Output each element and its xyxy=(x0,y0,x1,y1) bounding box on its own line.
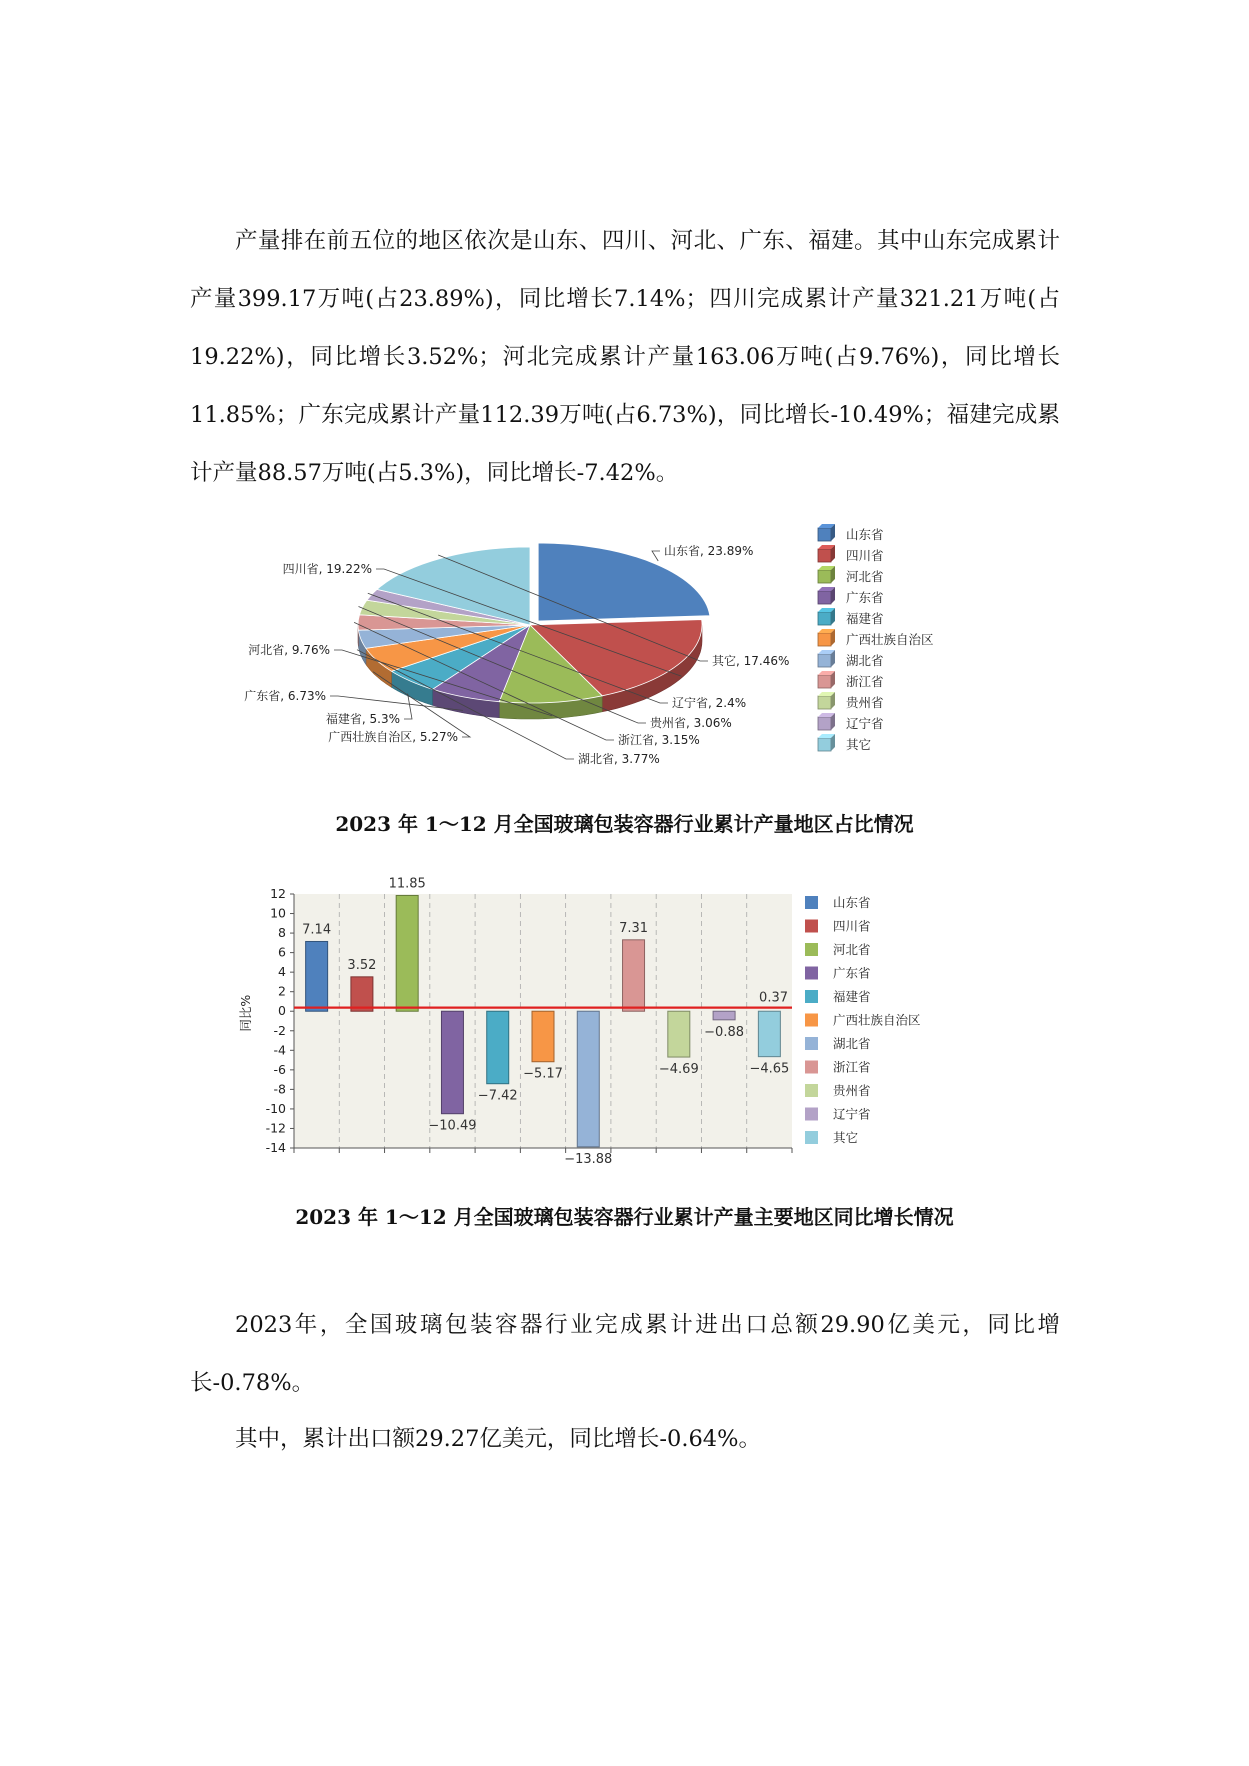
bar-y-tick-label: 2 xyxy=(278,983,286,999)
bar xyxy=(306,941,328,1011)
bar xyxy=(758,1011,780,1056)
bar-legend-label: 广西壮族自治区 xyxy=(833,1012,921,1028)
bar-legend-label: 其它 xyxy=(833,1130,859,1145)
bar-y-tick-label: 0 xyxy=(278,1003,286,1019)
pie-data-label: 广东省, 6.73% xyxy=(244,689,326,703)
pie-data-label: 湖北省, 3.77% xyxy=(578,752,660,766)
bar-value-label: −7.42 xyxy=(477,1088,518,1104)
pie-data-label: 其它, 17.46% xyxy=(712,654,790,668)
bar-legend-swatch xyxy=(805,1037,818,1050)
bar-value-label: 11.85 xyxy=(388,876,426,892)
paragraph-2: 2023年，全国玻璃包装容器行业完成累计进出口总额29.90亿美元，同比增长-0.78%。 xyxy=(190,1312,1060,1396)
paragraph-3: 其中，累计出口额29.27亿美元，同比增长-0.64%。 xyxy=(235,1426,761,1452)
pie-legend-label: 广东省 xyxy=(846,590,884,605)
pie-data-label: 河北省, 9.76% xyxy=(248,643,330,657)
pie-legend-label: 湖北省 xyxy=(846,653,884,668)
pie-data-label: 贵州省, 3.06% xyxy=(650,716,732,730)
bar-legend-label: 浙江省 xyxy=(833,1059,871,1075)
bar-y-tick-label: -6 xyxy=(273,1061,286,1077)
bar-legend-swatch xyxy=(805,990,818,1003)
bar-legend-swatch xyxy=(805,1131,818,1144)
bar-legend-swatch xyxy=(805,1108,818,1121)
bar xyxy=(396,895,418,1011)
bar-y-tick-label: 8 xyxy=(278,925,286,941)
pie-legend-label: 福建省 xyxy=(846,611,884,626)
bar-legend-swatch xyxy=(805,1061,818,1074)
bar-value-label: −5.17 xyxy=(523,1066,563,1082)
bar xyxy=(351,977,373,1011)
bar-reference-label: 0.37 xyxy=(759,990,788,1006)
bar-value-label: 3.52 xyxy=(347,957,377,973)
bar-legend-swatch xyxy=(805,1084,818,1097)
pie-legend-label: 浙江省 xyxy=(846,674,884,689)
bar-y-tick-label: 6 xyxy=(278,944,286,960)
bar-legend-swatch xyxy=(805,896,818,909)
bar-legend-label: 河北省 xyxy=(833,942,871,957)
bar xyxy=(668,1011,690,1057)
paragraph-1: 产量排在前五位的地区依次是山东、四川、河北、广东、福建。其中山东完成累计产量399.17万吨(占23.89%)，同比增长7.14%；四川完成累计产量321.21万吨(占19.22%)，同比增长3.52%；河北完成累计产量163.06万吨(占9.76%)，同比增长11.85%；广东完成累计产量112.39万吨(占6.73%)，同比增长-10.49%；福建完成累计产量88.57万吨(占5.3%)，同比增长-7.42%。 xyxy=(190,228,1060,486)
bar-value-label: −0.88 xyxy=(704,1024,745,1040)
bar-y-tick-label: -4 xyxy=(273,1042,286,1058)
bar xyxy=(713,1011,735,1020)
bar-legend-label: 福建省 xyxy=(833,989,871,1004)
bar-y-tick-label: 12 xyxy=(270,886,286,901)
bar xyxy=(532,1011,554,1062)
pie-legend-label: 辽宁省 xyxy=(846,716,884,731)
bar-y-tick-label: -2 xyxy=(273,1022,286,1038)
bar-legend-swatch xyxy=(805,1014,818,1027)
bar-y-tick-label: -14 xyxy=(265,1140,286,1155)
bar-value-label: −10.49 xyxy=(428,1118,477,1134)
pie-data-label: 福建省, 5.3% xyxy=(325,712,400,726)
bar-legend-label: 广东省 xyxy=(833,965,871,981)
bar-value-label: −4.69 xyxy=(658,1062,699,1078)
bar-value-label: 7.31 xyxy=(619,920,649,936)
bar-legend-swatch xyxy=(805,943,818,956)
bar-y-axis-label: 同比% xyxy=(238,994,253,1032)
pie-caption: 2023 年 1～12 月全国玻璃包装容器行业累计产量地区占比情况 xyxy=(335,812,914,836)
bar-legend-label: 辽宁省 xyxy=(833,1106,871,1122)
bar-legend-label: 山东省 xyxy=(833,895,871,910)
bar-legend-label: 四川省 xyxy=(833,918,871,934)
bar xyxy=(623,940,645,1011)
bar-y-tick-label: -10 xyxy=(265,1100,286,1116)
bar-y-tick-label: 4 xyxy=(278,964,286,980)
bar-value-label: −4.65 xyxy=(749,1061,790,1077)
bar-value-label: −13.88 xyxy=(564,1151,613,1167)
bar xyxy=(487,1011,509,1083)
bar-legend-label: 贵州省 xyxy=(833,1083,871,1098)
pie-legend-label: 广西壮族自治区 xyxy=(846,632,934,647)
bar-legend-swatch xyxy=(805,967,818,980)
pie-legend-label: 山东省 xyxy=(846,527,884,542)
pie-data-label: 广西壮族自治区, 5.27% xyxy=(328,730,458,744)
pie-data-label: 山东省, 23.89% xyxy=(664,544,754,558)
pie-data-label: 四川省, 19.22% xyxy=(282,562,372,576)
bar-y-tick-label: -12 xyxy=(265,1120,286,1136)
bar-y-tick-label: -8 xyxy=(273,1081,286,1097)
pie-legend-label: 四川省 xyxy=(846,548,884,563)
pie-legend-label: 河北省 xyxy=(846,569,884,584)
pie-data-label: 浙江省, 3.15% xyxy=(618,733,700,747)
bar xyxy=(441,1011,463,1113)
bar-caption: 2023 年 1～12 月全国玻璃包装容器行业累计产量主要地区同比增长情况 xyxy=(295,1205,954,1229)
pie-data-label: 辽宁省, 2.4% xyxy=(672,696,747,710)
bar-y-tick-label: 10 xyxy=(270,905,286,921)
bar-legend-label: 湖北省 xyxy=(833,1036,871,1051)
bar-value-label: 7.14 xyxy=(302,922,332,938)
pie-legend-label: 其它 xyxy=(846,737,872,752)
bar-legend-swatch xyxy=(805,920,818,933)
bar xyxy=(577,1011,599,1147)
pie-legend-label: 贵州省 xyxy=(846,695,884,710)
